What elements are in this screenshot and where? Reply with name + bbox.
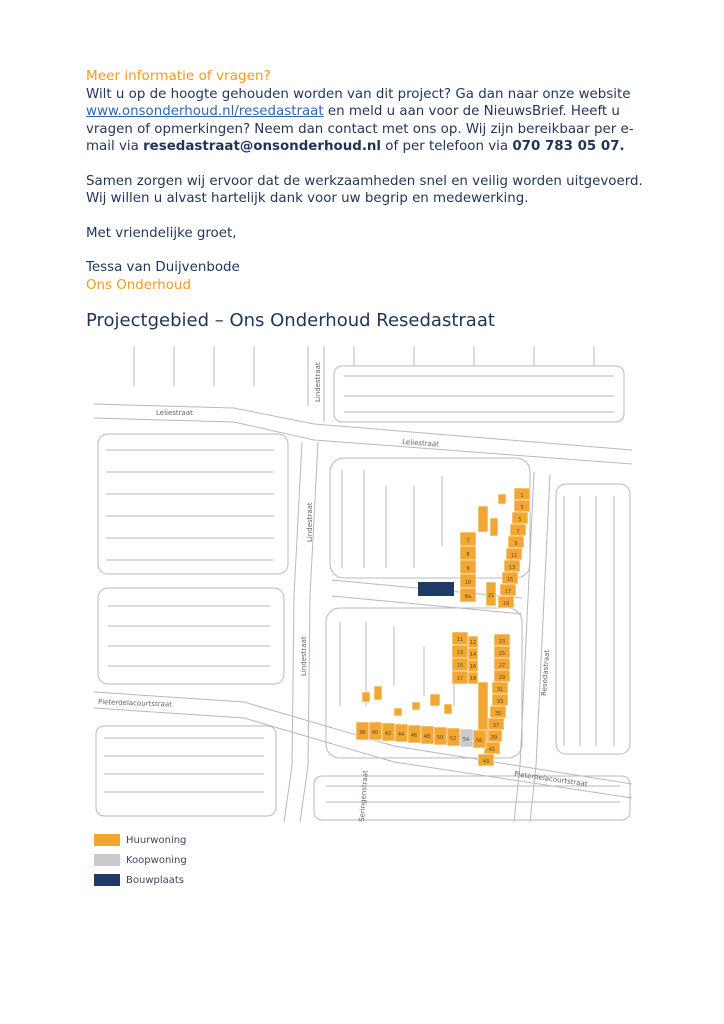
organization-name: Ons Onderhoud	[86, 277, 191, 293]
legend-swatch	[94, 834, 120, 846]
house-number: 33	[496, 699, 504, 705]
p2-text-a: Samen zorgen wij ervoor dat de werkzaamheden snel en veilig worden uitgevoerd.	[86, 173, 643, 189]
house-number: 16	[469, 664, 477, 670]
info-text-block	[86, 68, 646, 294]
email-address[interactable]: resedastraat@onsonderhoud.nl	[143, 139, 382, 154]
legend-swatch	[94, 874, 120, 886]
house-number: 17	[504, 589, 512, 595]
house-number: 8	[466, 552, 470, 558]
legend-item-koopwoning	[94, 850, 187, 870]
p1-text-c: vragen of opmerkingen? Neem dan contact met ons op. Wij zijn bereikbaar per e-	[86, 121, 634, 137]
construction-site	[418, 582, 454, 596]
house-number: 50	[436, 735, 444, 741]
house-number: 25	[498, 651, 506, 657]
house-number: 15	[456, 663, 464, 669]
house-number: 19	[502, 601, 510, 607]
house-number: 17	[456, 676, 464, 682]
p1-text-a: Wilt u op de hoogte gehouden worden van dit project? Ga dan naar onze website	[86, 86, 631, 102]
house-number: 46	[410, 733, 418, 739]
house-number: 52	[449, 736, 457, 742]
house-number: 48	[423, 734, 431, 740]
house-number: 40	[371, 730, 379, 736]
house-number: 18	[469, 676, 477, 682]
p1-text-e: of per telefoon via	[381, 139, 513, 154]
info-paragraph-1	[86, 86, 646, 156]
street-label-lindestraat-south: Lindestraat	[300, 636, 308, 676]
house-number: 41	[488, 747, 496, 753]
legend-label: Huurwoning	[126, 834, 187, 846]
house-number: 9	[466, 566, 470, 572]
house-number: 23	[498, 639, 506, 645]
house-number: 1	[520, 493, 524, 499]
house-number: 11	[456, 637, 464, 643]
house-number: 56	[475, 738, 483, 744]
legend-swatch	[94, 854, 120, 866]
house-number: 11	[510, 553, 518, 559]
house-number: 7	[516, 529, 520, 535]
website-link[interactable]: www.onsonderhoud.nl/resedastraat	[86, 104, 324, 119]
map-legend	[94, 830, 187, 890]
house-number: 10	[464, 580, 472, 586]
p1-text-b: en meld u aan voor de NieuwsBrief. Heeft u	[323, 104, 620, 119]
info-heading: Meer informatie of vragen?	[86, 68, 271, 84]
house-number: 5	[518, 517, 522, 523]
street-label-lindestraat-middle: Lindestraat	[306, 502, 314, 542]
house-number: 12	[469, 640, 477, 646]
house-number: 43	[482, 759, 490, 765]
project-area-map	[94, 346, 632, 822]
house-number: 6a	[464, 594, 472, 600]
house-number: 3	[520, 505, 524, 511]
house-number: 54	[462, 737, 470, 743]
street-label-leliestraat-east: Leliestraat	[401, 438, 440, 449]
p1-text-d: mail via	[86, 139, 144, 154]
legend-label: Koopwoning	[126, 854, 187, 866]
house-number: 7	[466, 538, 470, 544]
house-number: 13	[456, 650, 464, 656]
house-number: 39	[490, 735, 498, 741]
house-number: 14	[469, 652, 477, 658]
street-label-resedastraat: Resedastraat	[540, 649, 552, 697]
house-number: 15	[506, 577, 514, 583]
house-number: 9	[514, 541, 518, 547]
house-number: 37	[492, 723, 500, 729]
street-label-pieterdelacourtstraat-west: Pieterdelacourtstraat	[97, 698, 173, 709]
legend-item-huurwoning	[94, 830, 187, 850]
section-title: Projectgebied – Ons Onderhoud Resedastraat	[86, 310, 495, 331]
signer-name: Tessa van Duijvenbode	[86, 260, 240, 275]
house-number: 27	[498, 663, 506, 669]
house-number: 38	[358, 730, 366, 736]
house-number: 21	[487, 593, 495, 599]
street-label-pieterdelacourtstraat-east: Pieterdelacourtstraat	[513, 770, 589, 789]
legend-item-bouwplaats	[94, 870, 187, 890]
house-number: 44	[397, 732, 405, 738]
house-number: 29	[498, 675, 506, 681]
greeting: Met vriendelijke groet,	[86, 225, 237, 241]
street-label-lindestraat-north: Lindestraat	[314, 362, 322, 402]
house-number: 42	[384, 731, 392, 737]
house-number: 31	[496, 687, 504, 693]
street-label-seringenstraat: Seringenstraat	[358, 769, 370, 822]
info-paragraph-2	[86, 173, 646, 208]
house-number: 35	[494, 711, 502, 717]
phone-number: 070 783 05 07.	[512, 139, 625, 154]
p2-text-b: Wij willen u alvast hartelijk dank voor uw begrip en medewerking.	[86, 191, 529, 206]
street-label-leliestraat-west: Leliestraat	[156, 409, 193, 417]
legend-label: Bouwplaats	[126, 874, 185, 886]
house-number: 13	[508, 565, 516, 571]
